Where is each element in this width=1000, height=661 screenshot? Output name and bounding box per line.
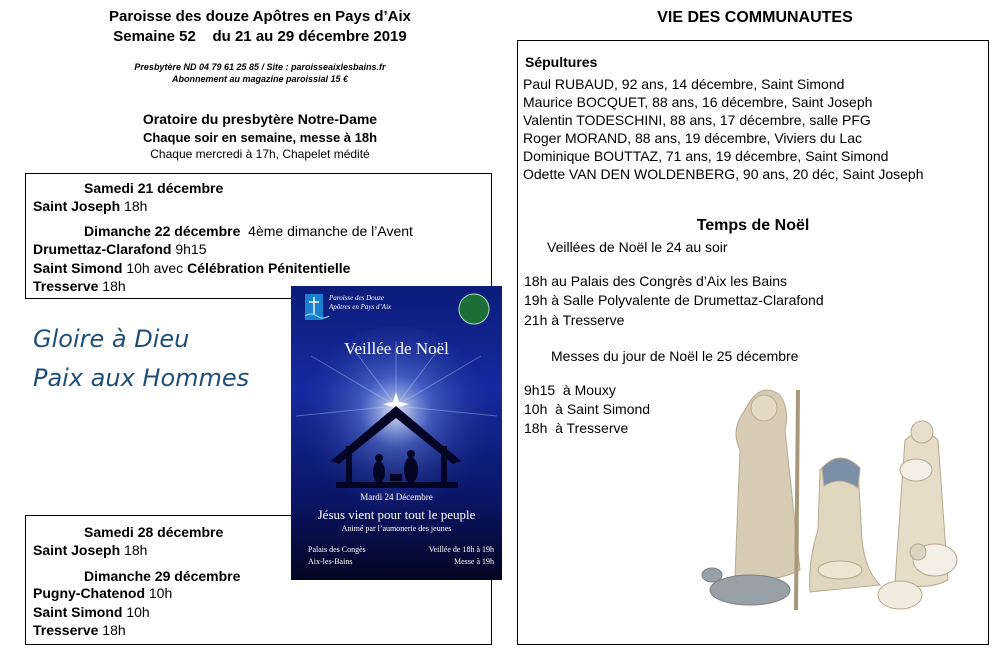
mass-place: Tresserve [33,278,99,294]
oratoire-title: Oratoire du presbytère Notre-Dame [142,111,378,127]
mass-place: Saint Joseph [33,198,121,214]
veillee-item: 19h à Salle Polyvalente de Drumettaz-Clarafond [524,292,824,308]
poster-artwork [291,286,502,580]
week1-sunday-heading [84,222,413,240]
messe-item: 9h15 à Mouxy [524,382,616,398]
mass-time: 18h [98,622,126,638]
nativity-figurines-image [690,370,980,630]
sepultures-heading: Sépultures [525,54,598,70]
mass-time: 18h [98,278,126,294]
parish-logo [305,294,329,320]
oratoire-mass: Chaque soir en semaine, messe à 18h [142,130,378,145]
oratoire-chapelet: Chaque mercredi à 17h, Chapelet médité [150,147,370,161]
mass-time: 18h [120,542,148,558]
subscription-note: Abonnement au magazine paroissial 15 € [171,74,349,84]
aumonerie-emblem [459,294,489,324]
veillee-item: 18h au Palais des Congrès d’Aix les Bains [524,273,788,289]
poster-time-line-1: Veillée de 18h à 19h [428,545,494,554]
mass-place: Tresserve [33,622,99,638]
sepulture-item: Odette VAN DEN WOLDENBERG, 90 ans, 20 déc, Saint Joseph [523,166,924,182]
gloire-line-1: Gloire à Dieu [33,325,190,353]
presbytere-contact: Presbytère ND 04 79 61 25 85 / Site : paroisseaixlesbains.fr [134,62,386,72]
messes-heading: Messes du jour de Noël le 25 décembre [551,348,799,364]
mass-place: Saint Simond [33,604,123,620]
veillee-item: 21h à Tresserve [524,312,625,328]
week1-sunday-mass-2 [33,259,350,277]
sepulture-item: Roger MORAND, 88 ans, 19 décembre, Viviers du Lac [523,130,863,146]
week2-sunday-mass-2 [33,603,150,621]
noel-title: Temps de Noël [696,217,810,234]
mass-time: 10h avec [122,260,188,276]
advent-note: 4ème dimanche de l’Avent [240,223,413,239]
poster-parish-line-2: Apôtres en Pays d’Aix [329,303,392,311]
messe-item: 10h à Saint Simond [524,401,651,417]
mass-place: Saint Joseph [33,542,121,558]
sepulture-item: Valentin TODESCHINI, 88 ans, 17 décembre, salle PFG [523,112,871,128]
poster-parish-line-1: Paroisse des Douze [329,294,384,302]
week2-sunday-heading: Dimanche 29 décembre [84,568,241,584]
week2-saturday-mass [33,541,147,559]
mass-time: 9h15 [171,241,207,257]
mass-time: 10h [145,585,173,601]
poster-place-line-2: Aix-les-Bains [308,557,353,566]
mass-place: Pugny-Chatenod [33,585,145,601]
poster-title: Veillée de Noël [344,339,449,358]
mass-place: Saint Simond [33,260,123,276]
poster-subtitle: Animé par l’aumonerie des jeunes [341,524,452,533]
week-range: Semaine 52 du 21 au 29 décembre 2019 [113,28,407,45]
poster-place-line-1: Palais des Congès [308,545,366,554]
sepulture-item: Dominique BOUTTAZ, 71 ans, 19 décembre, Saint Simond [523,148,889,164]
mass-time: 10h [122,604,150,620]
christmas-vigil-poster [291,286,502,580]
penitential-celebration: Célébration Pénitentielle [187,260,351,276]
week1-saturday-mass [33,197,147,215]
sunday-date: Dimanche 22 décembre [84,223,241,239]
week2-sunday-mass-3 [33,621,126,639]
week1-sunday-mass-3 [33,277,126,295]
week2-sunday-mass-1 [33,584,172,602]
sepulture-item: Maurice BOCQUET, 88 ans, 16 décembre, Saint Joseph [523,94,873,110]
mass-place: Drumettaz-Clarafond [33,241,172,257]
gloire-line-2: Paix aux Hommes [33,364,250,392]
sepulture-item: Paul RUBAUD, 92 ans, 14 décembre, Saint Simond [523,76,845,92]
week2-saturday-heading: Samedi 28 décembre [84,524,224,540]
messe-item: 18h à Tresserve [524,420,629,436]
veillees-heading: Veillées de Noël le 24 au soir [547,239,728,255]
week1-saturday-heading: Samedi 21 décembre [84,180,224,196]
week1-sunday-mass-1 [33,240,207,258]
parish-title: Paroisse des douze Apôtres en Pays d’Aix [108,8,412,25]
poster-headline: Jésus vient pour tout le peuple [317,507,476,522]
communities-title: VIE DES COMMUNAUTES [657,9,853,26]
poster-date: Mardi 24 Décembre [360,492,433,502]
poster-time-line-2: Messe à 19h [454,557,494,566]
mass-time: 18h [120,198,148,214]
